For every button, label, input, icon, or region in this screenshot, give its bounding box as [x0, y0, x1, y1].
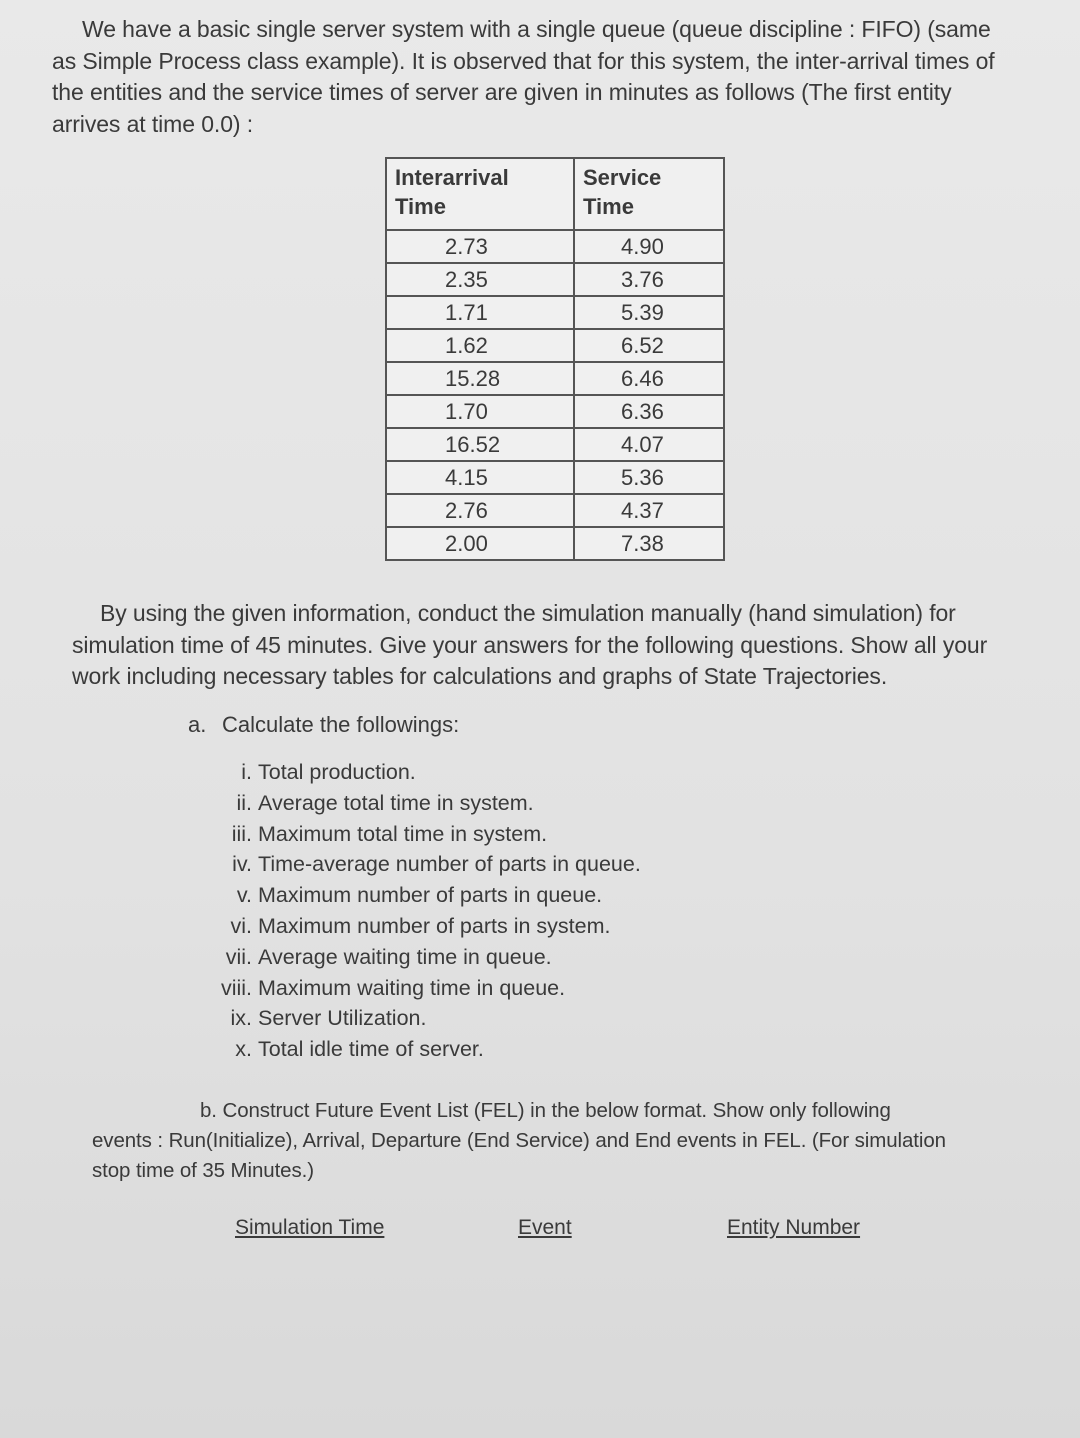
- question-text: Server Utilization.: [258, 1006, 427, 1031]
- list-item: [212, 788, 641, 819]
- service-cell: 3.76: [574, 263, 724, 296]
- table-row: [386, 461, 724, 494]
- fel-column-simulation-time: Simulation Time: [235, 1216, 385, 1239]
- service-cell: 6.36: [574, 395, 724, 428]
- instructions-line: By using the given information, conduct the simulation manually (hand simulation) for: [100, 600, 956, 626]
- question-text: Maximum number of parts in system.: [258, 913, 611, 938]
- list-item: [212, 757, 641, 788]
- interarrival-service-table: [385, 157, 725, 561]
- fel-column-event: Event: [518, 1216, 572, 1239]
- table-row: [386, 428, 724, 461]
- interarrival-cell: 1.70: [386, 395, 574, 428]
- service-cell: 7.38: [574, 527, 724, 560]
- service-cell: 5.36: [574, 461, 724, 494]
- question-number: i.: [241, 760, 252, 784]
- instructions-line: work including necessary tables for calculations and graphs of State Trajectories.: [72, 663, 888, 689]
- table-row: [386, 329, 724, 362]
- table-header-row: [386, 158, 724, 230]
- intro-paragraph: [52, 14, 1032, 140]
- service-cell: 5.39: [574, 296, 724, 329]
- question-number: ix.: [230, 1006, 252, 1031]
- list-item: [212, 1003, 641, 1034]
- part-a-label: a.: [188, 712, 207, 737]
- service-cell: 6.52: [574, 329, 724, 362]
- list-item: [212, 849, 641, 880]
- header-interarrival: Interarrival Time: [386, 158, 574, 230]
- question-number: iv.: [232, 852, 252, 877]
- service-cell: 6.46: [574, 362, 724, 395]
- interarrival-cell: 2.00: [386, 527, 574, 560]
- service-cell: 4.37: [574, 494, 724, 527]
- intro-line: arrives at time 0.0) :: [52, 110, 254, 137]
- header-service: Service Time: [574, 158, 724, 230]
- list-item: [212, 911, 641, 942]
- list-item: [212, 1034, 641, 1065]
- list-item: [212, 880, 641, 911]
- interarrival-cell: 4.15: [386, 461, 574, 494]
- interarrival-cell: 2.35: [386, 263, 574, 296]
- table-row: [386, 494, 724, 527]
- interarrival-cell: 1.71: [386, 296, 574, 329]
- question-number: ii.: [236, 790, 252, 815]
- part-a-heading: [188, 712, 459, 738]
- question-text: Time-average number of parts in queue.: [258, 852, 641, 877]
- question-text: Total idle time of server.: [258, 1037, 484, 1062]
- question-text: Maximum number of parts in queue.: [258, 883, 603, 908]
- part-a-title: Calculate the followings:: [222, 712, 460, 737]
- instructions-line: simulation time of 45 minutes. Give your answers for the following questions. Show all your: [72, 631, 988, 658]
- part-b-line: stop time of 35 Minutes.): [92, 1159, 314, 1182]
- part-b-paragraph: [92, 1096, 992, 1186]
- intro-line: the entities and the service times of server are given in minutes as follows (The first entity: [52, 79, 952, 105]
- list-item: [212, 942, 641, 973]
- table-row: [386, 296, 724, 329]
- question-text: Average waiting time in queue.: [258, 944, 552, 969]
- question-number: v.: [236, 883, 252, 908]
- question-number: viii.: [220, 975, 252, 1000]
- interarrival-cell: 1.62: [386, 329, 574, 362]
- question-text: Average total time in system.: [258, 790, 534, 815]
- question-list: [212, 757, 641, 1065]
- question-number: vi.: [230, 913, 252, 938]
- fel-column-entity-number: Entity Number: [727, 1216, 861, 1239]
- question-text: Maximum waiting time in queue.: [258, 975, 566, 1000]
- intro-line: as Simple Process class example). It is observed that for this system, the inter-arrival times of: [52, 47, 995, 74]
- interarrival-cell: 2.76: [386, 494, 574, 527]
- interarrival-cell: 16.52: [386, 428, 574, 461]
- question-number: vii.: [225, 944, 252, 969]
- part-b-line: events : Run(Initialize), Arrival, Departure (End Service) and End events in FEL. (For simulation: [92, 1129, 946, 1152]
- question-text: Maximum total time in system.: [258, 821, 548, 846]
- question-text: Total production.: [258, 760, 416, 784]
- interarrival-cell: 15.28: [386, 362, 574, 395]
- table-row: [386, 527, 724, 560]
- question-number: x.: [235, 1037, 252, 1062]
- service-cell: 4.07: [574, 428, 724, 461]
- interarrival-cell: 2.73: [386, 230, 574, 263]
- service-cell: 4.90: [574, 230, 724, 263]
- table-row: [386, 230, 724, 263]
- list-item: [212, 819, 641, 850]
- instructions-paragraph: [72, 598, 1012, 693]
- table-row: [386, 362, 724, 395]
- table-row: [386, 395, 724, 428]
- list-item: [212, 973, 641, 1004]
- table-row: [386, 263, 724, 296]
- question-number: iii.: [231, 821, 252, 846]
- intro-line: We have a basic single server system with a single queue (queue discipline : FIFO) (same: [82, 16, 991, 42]
- part-b-line: b. Construct Future Event List (FEL) in the below format. Show only following: [200, 1099, 891, 1122]
